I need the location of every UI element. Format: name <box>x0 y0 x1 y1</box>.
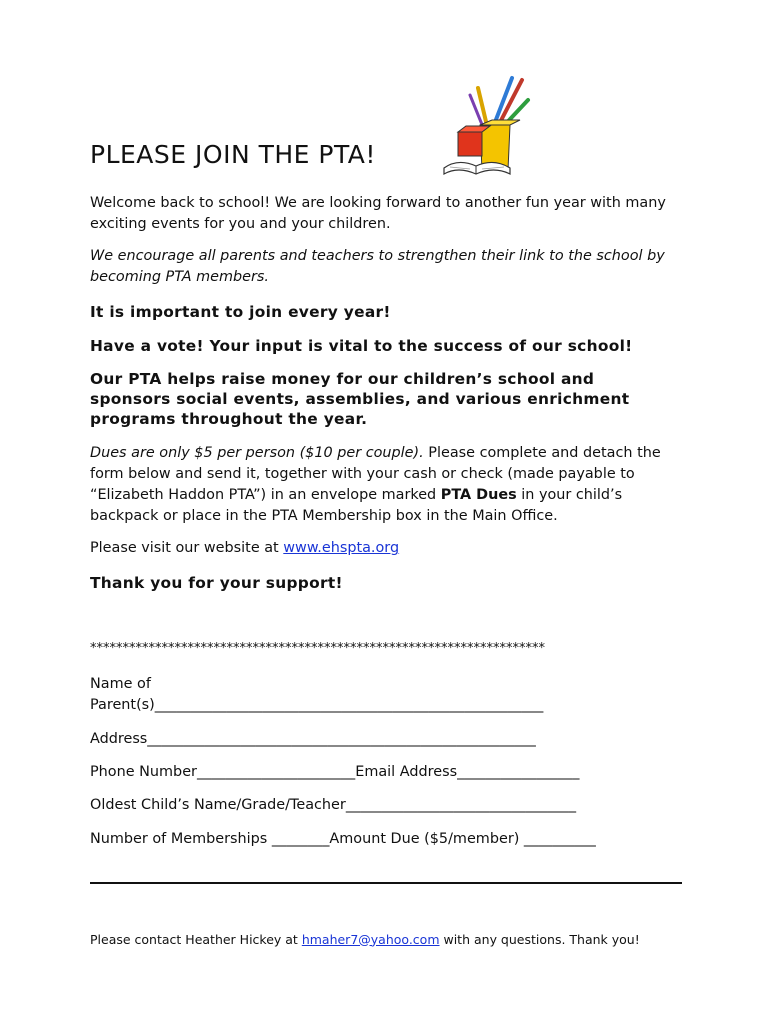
dues-instructions-text: Please complete and detach the form below and send it, together with your cash or check (made payable to “Elizabeth Haddon PTA”) in an envelope marked <box>90 445 661 503</box>
website-link[interactable]: www.ehspta.org <box>283 540 400 556</box>
name-of-label: Name of <box>90 676 151 692</box>
welcome-text: Welcome back to school! We are looking forward to another fun year with many exciting events for you and your children. <box>90 195 666 232</box>
footer-prefix: Please contact Heather Hickey at <box>90 931 302 947</box>
oldest-child-field[interactable]: Oldest Child’s Name/Grade/Teacher________________________________ <box>90 797 577 813</box>
contact-email-link[interactable]: hmaher7@yahoo.com <box>301 931 440 947</box>
dues-instructions-end: in your child’s backpack or place in the PTA Membership box in the Main Office. <box>90 487 623 524</box>
parents-name-field[interactable]: Parent(s)______________________________________________________ <box>90 697 544 713</box>
contact-footer <box>90 931 640 949</box>
page-title: PLEASE JOIN THE PTA! <box>90 140 376 169</box>
dues-paragraph <box>90 443 690 527</box>
pta-dues-label: PTA Dues <box>440 487 517 503</box>
website-prefix: Please visit our website at <box>90 540 284 556</box>
vote-text: Have a vote! Your input is vital to the success of our school! <box>90 337 633 355</box>
important-text: It is important to join every year! <box>90 303 391 321</box>
divider-line <box>90 882 682 884</box>
footer-suffix: with any questions. Thank you! <box>439 931 640 947</box>
phone-email-field[interactable]: Phone Number______________________Email Address_________________ <box>90 764 580 780</box>
school-supplies-clipart <box>440 70 532 178</box>
encourage-text: We encourage all parents and teachers to strengthen their link to the school by becoming PTA members. <box>90 248 665 285</box>
raise-money-text: Our PTA helps raise money for our children’s school and sponsors social events, assemblies, and various enrichment programs throughout the year. <box>90 370 630 428</box>
address-field[interactable]: Address______________________________________________________ <box>90 731 536 747</box>
website-line <box>90 538 690 559</box>
thanks-text: Thank you for your support! <box>90 574 343 592</box>
memberships-amount-field[interactable]: Number of Memberships ________Amount Due ($5/member) __________ <box>90 831 596 847</box>
dues-amount-text: Dues are only $5 per person ($10 per couple). <box>90 445 424 461</box>
detach-separator: ********************************************************************** <box>90 641 545 656</box>
